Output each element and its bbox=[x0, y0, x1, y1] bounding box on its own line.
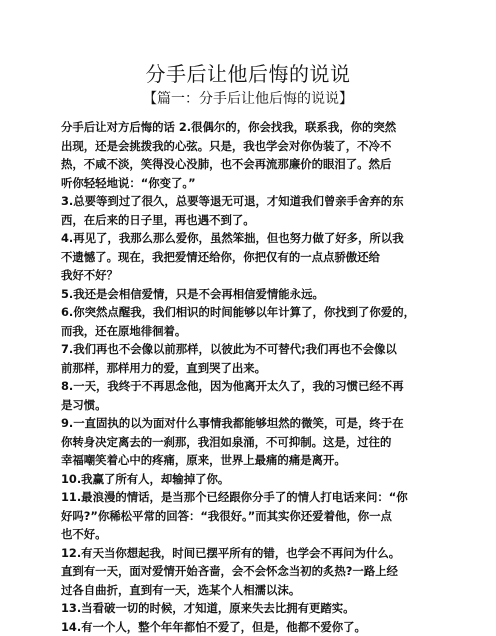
text-line: 也不好。 bbox=[61, 525, 441, 544]
text-line: 12.有天当你想起我，时间已摆平所有的错，也学会不再问为什么。 bbox=[61, 544, 441, 563]
text-line: 好吗?”你稀松平常的回答：“我很好。”而其实你还爱着他，你一点 bbox=[61, 507, 441, 526]
document-title: 分手后让他后悔的说说 bbox=[0, 60, 496, 88]
text-line: 出现，还是会挑拨我的心弦。只是，我也学会对你伪装了，不冷不 bbox=[61, 137, 441, 156]
text-line: 西，在后来的日子里，再也遇不到了。 bbox=[61, 211, 441, 230]
text-line: 热，不咸不淡，笑得没心没肺，也不会再流那廉价的眼泪了。然后 bbox=[61, 155, 441, 174]
text-line: 不遗憾了。现在，我把爱情还给你，你把仅有的一点点骄傲还给 bbox=[61, 248, 441, 267]
text-line: 7.我们再也不会像以前那样，以彼此为不可替代;我们再也不会像以 bbox=[61, 340, 441, 359]
text-line: 我好不好？ bbox=[61, 266, 441, 285]
text-line: 分手后让对方后悔的话 2.很偶尔的，你会找我，联系我，你的突然 bbox=[61, 118, 441, 137]
text-line: 9.一直固执的以为面对什么事情我都能够坦然的微笑，可是，终于在 bbox=[61, 414, 441, 433]
text-line: 11.最浪漫的情话，是当那个已经跟你分手了的情人打电话来问：“你 bbox=[61, 488, 441, 507]
text-line: 14.有一个人，整个年年都怕不爱了，但是，他都不爱你了。 bbox=[61, 618, 441, 636]
text-line: 4.再见了，我那么那么爱你，虽然笨拙，但也努力做了好多，所以我 bbox=[61, 229, 441, 248]
document-body bbox=[61, 118, 441, 636]
text-line: 而我，还在原地徘徊着。 bbox=[61, 322, 441, 341]
text-line: 直到有一天，面对爱情开始吝啬，会不会怀念当初的炙热?一路上经 bbox=[61, 562, 441, 581]
document-subtitle: 【篇一：分手后让他后悔的说说】 bbox=[0, 89, 496, 109]
text-line: 听你轻轻地说：“你变了。” bbox=[61, 174, 441, 193]
text-line: 你转身决定离去的一刹那，我泪如泉涌，不可抑制。这是，过往的 bbox=[61, 433, 441, 452]
text-line: 10.我赢了所有人，却输掉了你。 bbox=[61, 470, 441, 489]
text-line: 6.你突然点醒我，我们相识的时间能够以年计算了，你找到了你爱的， bbox=[61, 303, 441, 322]
text-line: 8.一天，我终于不再思念他，因为他离开太久了，我的习惯已经不再 bbox=[61, 377, 441, 396]
text-line: 13.当看破一切的时候，才知道，原来失去比拥有更踏实。 bbox=[61, 599, 441, 618]
text-line: 是习惯。 bbox=[61, 396, 441, 415]
text-line: 5.我还是会相信爱情，只是不会再相信爱情能永远。 bbox=[61, 285, 441, 304]
text-line: 幸福嘲笑着心中的疼痛，原来，世界上最痛的痛是离开。 bbox=[61, 451, 441, 470]
text-line: 过各自曲折，直到有一天，选某个人相濡以沫。 bbox=[61, 581, 441, 600]
text-line: 3.总要等到过了很久，总要等退无可退，才知道我们曾亲手舍弃的东 bbox=[61, 192, 441, 211]
text-line: 前那样，那样用力的爱，直到哭了出来。 bbox=[61, 359, 441, 378]
